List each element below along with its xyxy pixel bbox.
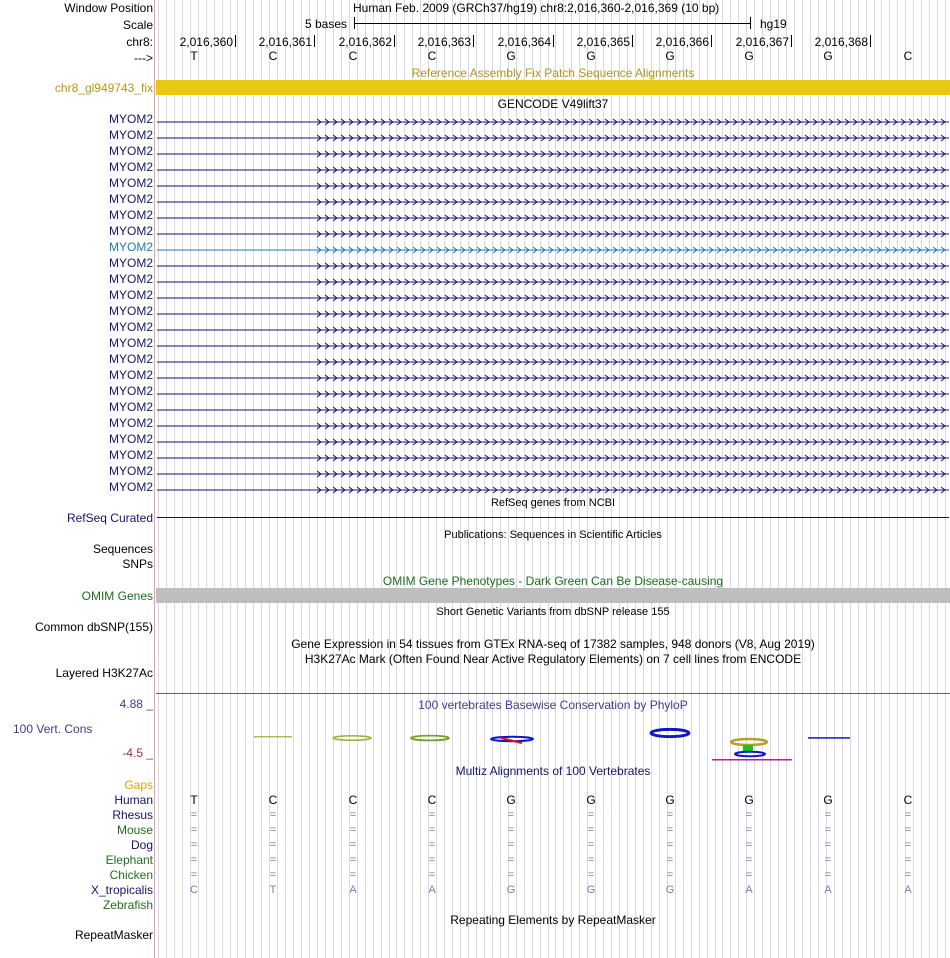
alignment-base: = [190,839,198,851]
gencode-gene-label[interactable]: MYOM2 [108,192,153,206]
gencode-gene-label[interactable]: MYOM2 [108,368,153,382]
alignment-base: = [666,854,674,866]
gaps-label[interactable]: Gaps [124,778,153,792]
alignment-base: = [904,809,912,821]
alignment-base: = [745,809,753,821]
alignment-base: = [269,809,277,821]
publications-snps-label[interactable]: SNPs [122,557,153,571]
gencode-gene-body[interactable] [157,483,949,491]
species-label[interactable]: Human [114,793,153,807]
gencode-gene-label[interactable]: MYOM2 [108,320,153,334]
species-label[interactable]: Rhesus [112,808,153,822]
alignment-base: = [428,869,436,881]
gencode-gene-label[interactable]: MYOM2 [108,432,153,446]
publications-sequences-label[interactable]: Sequences [92,542,153,556]
alignment-base: = [507,869,515,881]
fix-patch-label[interactable]: chr8_gl949743_fix [54,81,153,95]
base-letter: G [665,49,675,63]
alignment-base: = [745,824,753,836]
species-label[interactable]: X_tropicalis [90,883,153,897]
alignment-base: = [190,854,198,866]
gencode-gene-label[interactable]: MYOM2 [108,144,153,158]
alignment-base: = [507,839,515,851]
ruler-tick [553,35,554,47]
phylop-min-label: -4.5 _ [122,746,153,760]
base-letter: G [506,49,516,63]
gencode-gene-label[interactable]: MYOM2 [108,256,153,270]
fix-patch-bar[interactable] [156,80,950,95]
strand-label: ---> [134,51,153,65]
ruler-tick [791,35,792,47]
gencode-gene-label[interactable]: MYOM2 [108,224,153,238]
gencode-gene-label[interactable]: MYOM2 [108,288,153,302]
gencode-gene-body[interactable] [157,451,949,459]
omim-bar[interactable] [156,588,950,603]
scale-text: 5 bases [305,17,348,31]
ruler-tick [870,35,871,47]
alignment-base: = [824,854,832,866]
alignment-base: = [349,869,357,881]
phylop-title: 100 vertebrates Basewise Conservation by PhyloP [418,698,688,712]
alignment-base: = [587,839,595,851]
gencode-gene-label[interactable]: MYOM2 [108,480,153,494]
phylop-label[interactable]: 100 Vert. Cons [13,722,93,736]
alignment-base: G [823,793,833,807]
gencode-gene-body[interactable] [157,115,949,123]
gencode-gene-body[interactable] [157,435,949,443]
alignment-base: = [507,854,515,866]
alignment-base: = [745,839,753,851]
refseq-title: RefSeq genes from NCBI [490,497,616,509]
scale-bar [354,17,751,31]
base-letter: C [268,49,278,63]
h3k27ac-label[interactable]: Layered H3K27Ac [55,666,153,680]
h3k27ac-baseline [156,693,950,694]
gencode-gene-label[interactable]: MYOM2 [108,304,153,318]
gencode-gene-label[interactable]: MYOM2 [108,128,153,142]
alignment-base: = [190,809,198,821]
alignment-base: = [666,809,674,821]
ruler-tick [711,35,712,47]
gencode-gene-label[interactable]: MYOM2 [108,416,153,430]
gencode-gene-label[interactable]: MYOM2 [108,240,153,254]
phylop-mark-1 [254,736,292,738]
label-divider [154,0,155,958]
alignment-base: = [904,824,912,836]
alignment-base: G [665,793,675,807]
phylop-max-label: 4.88 _ [119,697,153,711]
alignment-base: = [587,869,595,881]
base-letter: G [586,49,596,63]
base-letter: C [427,49,437,63]
alignment-base: A [824,884,832,896]
alignment-base: G [665,884,675,896]
gencode-gene-body[interactable] [157,371,949,379]
gencode-gene-label[interactable]: MYOM2 [108,400,153,414]
alignment-base: = [428,839,436,851]
alignment-base: = [349,824,357,836]
alignment-base: T [269,884,277,896]
fix-patch-title: Reference Assembly Fix Patch Sequence Alignments [411,66,695,80]
gencode-gene-label[interactable]: MYOM2 [108,112,153,126]
phylop-mark-7 [731,739,767,745]
alignment-base: = [428,854,436,866]
alignment-base: = [269,869,277,881]
ruler-position-label: 2,016,363 [417,35,471,49]
alignment-base: C [427,793,437,807]
alignment-base: = [824,869,832,881]
omim-title: OMIM Gene Phenotypes - Dark Green Can Be Disease-causing [382,574,724,588]
alignment-base: G [506,793,516,807]
chrom-label: chr8: [126,35,153,49]
gtex-title: Gene Expression in 54 tissues from GTEx RNA-seq of 17382 samples, 948 donors (V8, Aug 2019) [291,637,815,651]
assembly-label: hg19 [760,17,787,31]
gencode-gene-label[interactable]: MYOM2 [108,464,153,478]
species-label[interactable]: Zebrafish [102,898,153,912]
ruler-tick [473,35,474,47]
species-label[interactable]: Chicken [109,868,153,882]
base-letter: C [348,49,358,63]
gencode-title: GENCODE V49lift37 [497,97,609,111]
gencode-gene-body[interactable] [157,275,949,283]
gencode-gene-body[interactable] [157,467,949,475]
alignment-base: = [824,824,832,836]
gencode-gene-body[interactable] [157,259,949,267]
ruler-tick [235,35,236,47]
gencode-gene-body[interactable] [157,307,949,315]
refseq-label[interactable]: RefSeq Curated [66,511,153,525]
alignment-base: = [666,839,674,851]
h3k27ac-title: H3K27Ac Mark (Often Found Near Active Regulatory Elements) on 7 cell lines from ENCODE [304,652,802,666]
dbsnp-label[interactable]: Common dbSNP(155) [34,620,153,634]
gencode-gene-body[interactable] [157,227,949,235]
alignment-base: = [349,854,357,866]
alignment-base: C [268,793,278,807]
ruler-position-label: 2,016,366 [655,35,709,49]
base-letter: C [903,49,913,63]
gencode-gene-label[interactable]: MYOM2 [108,384,153,398]
species-label[interactable]: Elephant [105,853,153,867]
window-position-label: Window Position [64,1,153,15]
phylop-mark-11 [808,737,850,739]
gencode-gene-body[interactable] [157,339,949,347]
alignment-base: A [428,884,436,896]
alignment-base: A [745,884,753,896]
phylop-mark-6 [651,729,689,736]
alignment-base: = [269,854,277,866]
gencode-gene-label[interactable]: MYOM2 [108,272,153,286]
alignment-base: = [904,869,912,881]
alignment-base: = [507,824,515,836]
refseq-gene-line[interactable] [157,517,949,518]
ruler-position-label: 2,016,361 [258,35,312,49]
alignment-base: = [745,869,753,881]
dbsnp-title: Short Genetic Variants from dbSNP release 155 [436,606,670,618]
gencode-gene-body[interactable] [157,419,949,427]
ruler-position-label: 2,016,360 [179,35,233,49]
alignment-base: = [190,824,198,836]
omim-label[interactable]: OMIM Genes [81,589,153,603]
window-title: Human Feb. 2009 (GRCh37/hg19) chr8:2,016,360-2,016,369 (10 bp) [353,1,720,15]
alignment-base: = [428,824,436,836]
gencode-gene-body[interactable] [157,211,949,219]
gencode-gene-label[interactable]: MYOM2 [108,352,153,366]
alignment-base: = [428,809,436,821]
scale-label: Scale [122,18,153,32]
alignment-base: = [824,839,832,851]
alignment-base: = [349,839,357,851]
phylop-mark-9 [735,752,765,756]
ruler-tick [314,35,315,47]
alignment-base: = [904,839,912,851]
species-label[interactable]: Mouse [116,823,153,837]
gencode-gene-body[interactable] [157,403,949,411]
alignment-base: G [744,793,754,807]
phylop-mark-8 [743,745,753,751]
alignment-base: = [269,824,277,836]
alignment-base: A [904,884,912,896]
ruler-tick [632,35,633,47]
multiz-title: Multiz Alignments of 100 Vertebrates [455,764,651,778]
ruler-tick [394,35,395,47]
phylop-mark-2 [333,736,371,740]
base-letter: G [823,49,833,63]
ruler-position-label: 2,016,368 [814,35,868,49]
gencode-gene-body[interactable] [157,291,949,299]
ruler-position-label: 2,016,364 [497,35,551,49]
alignment-base: = [587,854,595,866]
gencode-gene-body[interactable] [157,355,949,363]
base-letter: T [190,49,198,63]
repeatmasker-label[interactable]: RepeatMasker [74,928,153,942]
phylop-logo [156,726,950,766]
gencode-gene-label[interactable]: MYOM2 [108,176,153,190]
publications-title: Publications: Sequences in Scientific Articles [444,529,662,541]
alignment-base: G [586,884,596,896]
species-label[interactable]: Dog [130,838,153,852]
alignment-base: = [507,809,515,821]
alignment-base: = [190,869,198,881]
gencode-gene-body[interactable] [157,195,949,203]
alignment-base: A [349,884,357,896]
alignment-base: = [587,809,595,821]
gencode-gene-body[interactable] [157,243,949,251]
gencode-gene-label[interactable]: MYOM2 [108,160,153,174]
gencode-gene-body[interactable] [157,147,949,155]
alignment-base: T [190,793,198,807]
alignment-base: = [269,839,277,851]
gencode-gene-label[interactable]: MYOM2 [108,208,153,222]
alignment-base: = [666,869,674,881]
alignment-base: C [348,793,358,807]
gencode-gene-body[interactable] [157,179,949,187]
ruler-position-label: 2,016,367 [735,35,789,49]
alignment-base: = [587,824,595,836]
gencode-gene-label[interactable]: MYOM2 [108,448,153,462]
gencode-gene-label[interactable]: MYOM2 [108,336,153,350]
alignment-base: C [190,884,198,896]
gencode-gene-body[interactable] [157,387,949,395]
phylop-mark-10 [712,759,792,761]
alignment-base: = [349,809,357,821]
alignment-base: C [903,793,913,807]
ruler-position-label: 2,016,362 [338,35,392,49]
alignment-base: G [586,793,596,807]
alignment-base: = [824,809,832,821]
alignment-base: = [745,854,753,866]
gencode-gene-body[interactable] [157,323,949,331]
alignment-base: = [904,854,912,866]
ruler-position-label: 2,016,365 [576,35,630,49]
alignment-base: G [506,884,516,896]
phylop-mark-3 [411,736,449,741]
gencode-gene-body[interactable] [157,131,949,139]
repeatmasker-title: Repeating Elements by RepeatMasker [450,913,656,927]
gencode-gene-body[interactable] [157,163,949,171]
alignment-base: = [666,824,674,836]
base-letter: G [744,49,754,63]
